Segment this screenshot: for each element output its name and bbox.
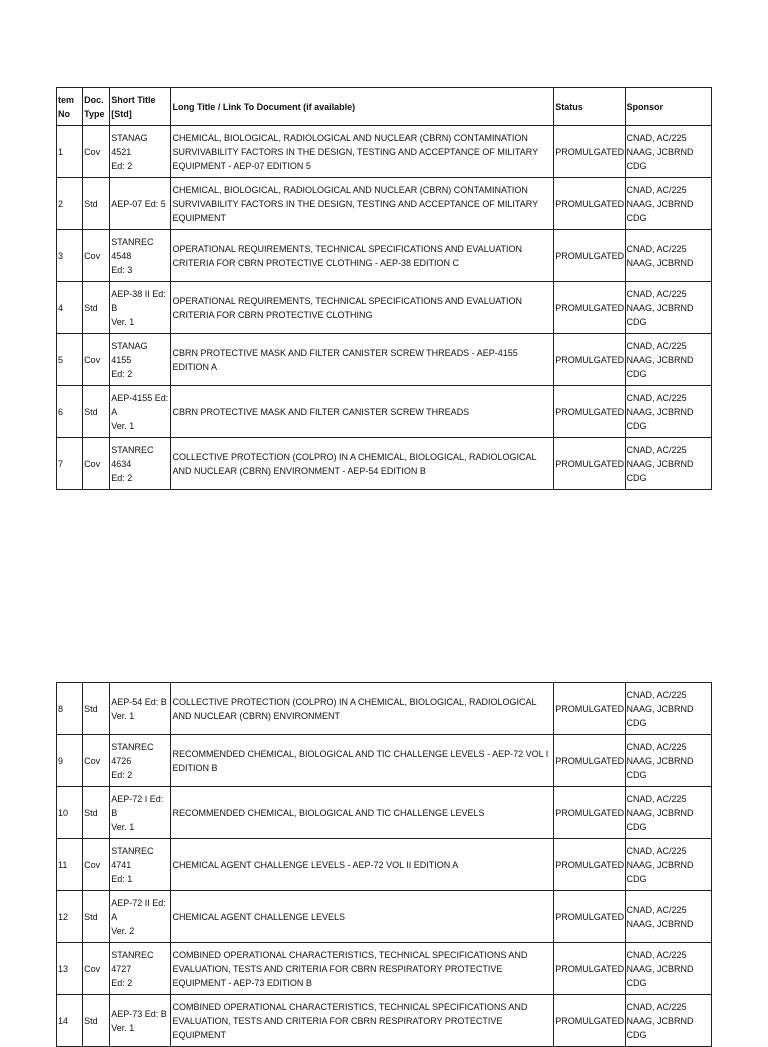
- sponsor: CNAD, AC/225 NAAG, JCBRND CDG: [625, 282, 711, 334]
- item-no: 9: [57, 735, 83, 787]
- sponsor: CNAD, AC/225 NAAG, JCBRND CDG: [625, 995, 711, 1047]
- doc-type: Std: [83, 787, 110, 839]
- long-title-link[interactable]: COLLECTIVE PROTECTION (COLPRO) IN A CHEMICAL, BIOLOGICAL, RADIOLOGICAL AND NUCLEAR (CBRN) ENVIRONMENT: [171, 683, 554, 735]
- item-no: 4: [57, 282, 83, 334]
- header-long-title: Long Title / Link To Document (if available): [171, 88, 554, 126]
- long-title-link[interactable]: COLLECTIVE PROTECTION (COLPRO) IN A CHEMICAL, BIOLOGICAL, RADIOLOGICAL AND NUCLEAR (CBRN) ENVIRONMENT - AEP-54 EDITION B: [171, 438, 554, 490]
- long-title-link[interactable]: CHEMICAL, BIOLOGICAL, RADIOLOGICAL AND NUCLEAR (CBRN) CONTAMINATION SURVIVABILITY FACTORS IN THE DESIGN, TESTING AND ACCEPTANCE OF MILITARY EQUIPMENT - AEP-07 EDITION 5: [171, 126, 554, 178]
- long-title-link[interactable]: CBRN PROTECTIVE MASK AND FILTER CANISTER SCREW THREADS - AEP-4155 EDITION A: [171, 334, 554, 386]
- item-no: 14: [57, 995, 83, 1047]
- header-sponsor: Sponsor: [625, 88, 711, 126]
- status: PROMULGATED: [554, 943, 625, 995]
- doc-type: Cov: [83, 334, 110, 386]
- item-no: 8: [57, 683, 83, 735]
- table-row: [57, 943, 712, 995]
- standards-table-upper: [56, 87, 712, 490]
- short-title: STANAG 4521 Ed: 2: [110, 126, 171, 178]
- doc-type: Cov: [83, 839, 110, 891]
- sponsor: CNAD, AC/225 NAAG, JCBRND CDG: [625, 839, 711, 891]
- short-title: AEP-54 Ed: B Ver. 1: [110, 683, 171, 735]
- short-title: AEP-4155 Ed: A Ver. 1: [110, 386, 171, 438]
- short-title: STANREC 4726 Ed: 2: [110, 735, 171, 787]
- doc-type: Cov: [83, 126, 110, 178]
- doc-type: Std: [83, 386, 110, 438]
- sponsor: CNAD, AC/225 NAAG, JCBRND CDG: [625, 126, 711, 178]
- short-title: STANREC 4548 Ed: 3: [110, 230, 171, 282]
- doc-type: Std: [83, 995, 110, 1047]
- table-row: [57, 282, 712, 334]
- long-title-link[interactable]: COMBINED OPERATIONAL CHARACTERISTICS, TECHNICAL SPECIFICATIONS AND EVALUATION, TESTS AND CRITERIA FOR CBRN RESPIRATORY PROTECTIVE EQUIPMENT - AEP-73 EDITION B: [171, 943, 554, 995]
- sponsor: CNAD, AC/225 NAAG, JCBRND CDG: [625, 334, 711, 386]
- long-title-link[interactable]: OPERATIONAL REQUIREMENTS, TECHNICAL SPECIFICATIONS AND EVALUATION CRITERIA FOR CBRN PROTECTIVE CLOTHING: [171, 282, 554, 334]
- item-no: 3: [57, 230, 83, 282]
- table-row: [57, 891, 712, 943]
- sponsor: CNAD, AC/225 NAAG, JCBRND CDG: [625, 386, 711, 438]
- short-title: STANREC 4727 Ed: 2: [110, 943, 171, 995]
- table-row: [57, 126, 712, 178]
- item-no: 7: [57, 438, 83, 490]
- doc-type: Cov: [83, 735, 110, 787]
- short-title: STANAG 4155 Ed: 2: [110, 334, 171, 386]
- long-title-link[interactable]: COMBINED OPERATIONAL CHARACTERISTICS, TECHNICAL SPECIFICATIONS AND EVALUATION, TESTS AND CRITERIA FOR CBRN RESPIRATORY PROTECTIVE EQUIPMENT: [171, 995, 554, 1047]
- status: PROMULGATED: [554, 126, 625, 178]
- table-row: [57, 735, 712, 787]
- long-title-link[interactable]: CBRN PROTECTIVE MASK AND FILTER CANISTER SCREW THREADS: [171, 386, 554, 438]
- status: PROMULGATED: [554, 995, 625, 1047]
- sponsor: CNAD, AC/225 NAAG, JCBRND CDG: [625, 178, 711, 230]
- sponsor: CNAD, AC/225 NAAG, JCBRND CDG: [625, 943, 711, 995]
- header-short-title: Short Title [Std]: [110, 88, 171, 126]
- status: PROMULGATED: [554, 438, 625, 490]
- table-row: [57, 787, 712, 839]
- long-title-link[interactable]: OPERATIONAL REQUIREMENTS, TECHNICAL SPECIFICATIONS AND EVALUATION CRITERIA FOR CBRN PROTECTIVE CLOTHING - AEP-38 EDITION C: [171, 230, 554, 282]
- standards-table-lower: [56, 682, 712, 1047]
- item-no: 11: [57, 839, 83, 891]
- sponsor: CNAD, AC/225 NAAG, JCBRND CDG: [625, 735, 711, 787]
- status: PROMULGATED: [554, 230, 625, 282]
- status: PROMULGATED: [554, 891, 625, 943]
- table-row: [57, 386, 712, 438]
- status: PROMULGATED: [554, 334, 625, 386]
- table-row: [57, 683, 712, 735]
- doc-type: Cov: [83, 943, 110, 995]
- short-title: STANREC 4741 Ed: 1: [110, 839, 171, 891]
- table-row: [57, 230, 712, 282]
- item-no: 2: [57, 178, 83, 230]
- long-title-link[interactable]: RECOMMENDED CHEMICAL, BIOLOGICAL AND TIC CHALLENGE LEVELS: [171, 787, 554, 839]
- table-row: [57, 839, 712, 891]
- sponsor: CNAD, AC/225 NAAG, JCBRND CDG: [625, 683, 711, 735]
- short-title: AEP-73 Ed: B Ver. 1: [110, 995, 171, 1047]
- doc-type: Std: [83, 282, 110, 334]
- status: PROMULGATED: [554, 178, 625, 230]
- status: PROMULGATED: [554, 282, 625, 334]
- short-title: AEP-72 I Ed: B Ver. 1: [110, 787, 171, 839]
- doc-type: Cov: [83, 230, 110, 282]
- sponsor: CNAD, AC/225 NAAG, JCBRND: [625, 230, 711, 282]
- sponsor: CNAD, AC/225 NAAG, JCBRND: [625, 891, 711, 943]
- doc-type: Std: [83, 683, 110, 735]
- long-title-link[interactable]: RECOMMENDED CHEMICAL, BIOLOGICAL AND TIC CHALLENGE LEVELS - AEP-72 VOL I EDITION B: [171, 735, 554, 787]
- status: PROMULGATED: [554, 839, 625, 891]
- header-item-no: tem No: [57, 88, 83, 126]
- long-title-link[interactable]: CHEMICAL AGENT CHALLENGE LEVELS: [171, 891, 554, 943]
- long-title-link[interactable]: CHEMICAL, BIOLOGICAL, RADIOLOGICAL AND NUCLEAR (CBRN) CONTAMINATION SURVIVABILITY FACTORS IN THE DESIGN, TESTING AND ACCEPTANCE OF MILITARY EQUIPMENT: [171, 178, 554, 230]
- table-row: [57, 995, 712, 1047]
- status: PROMULGATED: [554, 735, 625, 787]
- status: PROMULGATED: [554, 683, 625, 735]
- sponsor: CNAD, AC/225 NAAG, JCBRND CDG: [625, 787, 711, 839]
- short-title: AEP-07 Ed: 5: [110, 178, 171, 230]
- doc-type: Std: [83, 891, 110, 943]
- sponsor: CNAD, AC/225 NAAG, JCBRND CDG: [625, 438, 711, 490]
- status: PROMULGATED: [554, 386, 625, 438]
- doc-type: Cov: [83, 438, 110, 490]
- header-status: Status: [554, 88, 625, 126]
- item-no: 5: [57, 334, 83, 386]
- doc-type: Std: [83, 178, 110, 230]
- table-header-row: [57, 88, 712, 126]
- status: PROMULGATED: [554, 787, 625, 839]
- long-title-link[interactable]: CHEMICAL AGENT CHALLENGE LEVELS - AEP-72 VOL II EDITION A: [171, 839, 554, 891]
- header-doc-type: Doc. Type: [83, 88, 110, 126]
- item-no: 1: [57, 126, 83, 178]
- item-no: 12: [57, 891, 83, 943]
- short-title: AEP-72 II Ed: A Ver. 2: [110, 891, 171, 943]
- short-title: STANREC 4634 Ed: 2: [110, 438, 171, 490]
- item-no: 6: [57, 386, 83, 438]
- table-row: [57, 178, 712, 230]
- short-title: AEP-38 II Ed: B Ver. 1: [110, 282, 171, 334]
- item-no: 13: [57, 943, 83, 995]
- table-row: [57, 438, 712, 490]
- item-no: 10: [57, 787, 83, 839]
- table-row: [57, 334, 712, 386]
